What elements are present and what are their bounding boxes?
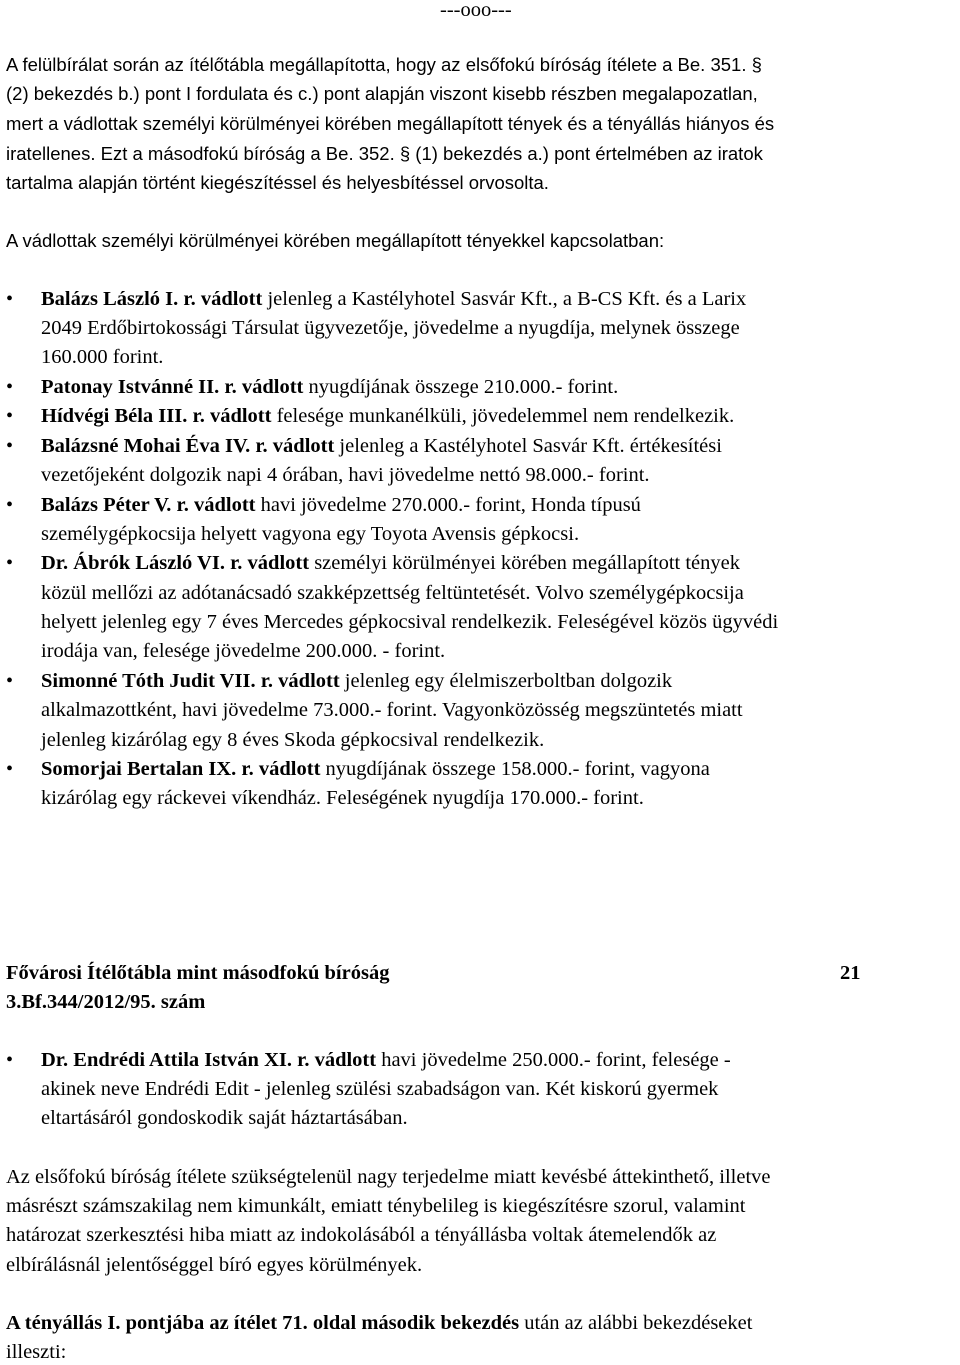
defendant-entry — [41, 492, 641, 518]
defendant-line: irodája van, felesége jövedelme 200.000. - forint. — [41, 640, 446, 662]
separator: ---ooo--- — [440, 0, 512, 21]
final-line: illeszti: — [6, 1341, 67, 1363]
defendant-text: jelenleg a Kastélyhotel Sasvár Kft., a B-CS Kft. és a Larix — [262, 288, 747, 310]
defendant-line: helyett jelenleg egy 7 éves Mercedes gépkocsival rendelkezik. Feleségével közös ügyvédi — [41, 611, 779, 633]
defendant-name: Dr. Endrédi Attila István XI. r. vádlott — [41, 1049, 377, 1071]
paragraph-line: másrészt számszakilag nem kimunkált, emiatt ténybelileg is kiegészítésre szorul, valamint — [6, 1195, 746, 1217]
defendant-text: jelenleg egy élelmiszerboltban dolgozik — [339, 670, 673, 692]
defendant-entry — [41, 433, 722, 459]
bullet: • — [6, 552, 14, 574]
case-number: 3.Bf.344/2012/95. szám — [6, 991, 206, 1013]
paragraph-line: elbírálásnál jelentőséggel bíró egyes körülmények. — [6, 1254, 423, 1276]
bullet: • — [6, 1049, 14, 1071]
defendant-line: akinek neve Endrédi Edit - jelenleg szülési szabadságon van. Két kiskorú gyermek — [41, 1078, 719, 1100]
defendant-line: közül mellőzi az adótanácsadó szakképzettség feltüntetését. Volvo személygépkocsija — [41, 582, 744, 604]
paragraph-line: határozat szerkesztési hiba miatt az indokolásából a tényállásba voltak átemelendők az — [6, 1224, 717, 1246]
bullet: • — [6, 758, 14, 780]
bullet: • — [6, 435, 14, 457]
defendant-name: Dr. Ábrók László VI. r. vádlott — [41, 552, 310, 574]
intro-line: A felülbírálat során az ítélőtábla megállapította, hogy az elsőfokú bíróság ítélete a Be. 351. § — [6, 54, 762, 75]
defendant-entry — [41, 286, 746, 312]
bullet: • — [6, 405, 14, 427]
defendant-text: havi jövedelme 250.000.- forint, felesége - — [376, 1049, 731, 1071]
defendant-entry — [41, 1047, 731, 1073]
final-rest: után az alábbi bekezdéseket — [519, 1312, 753, 1334]
intro-line: (2) bekezdés b.) pont I fordulata és c.) pont alapján viszont kisebb részben megalapozatlan, — [6, 83, 758, 104]
defendant-text: felesége munkanélküli, jövedelemmel nem rendelkezik. — [271, 405, 735, 427]
facts-heading: A vádlottak személyi körülményei körében megállapított tényekkel kapcsolatban: — [6, 230, 665, 251]
defendant-name: Simonné Tóth Judit VII. r. vádlott — [41, 670, 340, 692]
defendant-line: vezetőjeként dolgozik napi 4 órában, havi jövedelme nettó 98.000.- forint. — [41, 464, 650, 486]
defendant-name: Patonay Istvánné II. r. vádlott — [41, 376, 304, 398]
court-name: Fővárosi Ítélőtábla mint másodfokú bíróság — [6, 962, 390, 984]
defendant-line: 160.000 forint. — [41, 346, 164, 368]
defendant-line: 2049 Erdőbirtokossági Társulat ügyvezetője, jövedelme a nyugdíja, melynek összege — [41, 317, 740, 339]
defendant-entry — [41, 756, 710, 782]
defendant-entry — [41, 668, 672, 694]
bullet: • — [6, 494, 14, 516]
defendant-line: alkalmazottként, havi jövedelme 73.000.- forint. Vagyonközösség megszüntetés miatt — [41, 699, 743, 721]
final-bold: A tényállás I. pontjába az ítélet 71. oldal második bekezdés — [6, 1312, 520, 1334]
defendant-text: személyi körülményei körében megállapított tények — [309, 552, 740, 574]
defendant-line: kizárólag egy ráckevei víkendház. Feleségének nyugdíja 170.000.- forint. — [41, 787, 644, 809]
defendant-name: Hídvégi Béla III. r. vádlott — [41, 405, 272, 427]
intro-line: tartalma alapján történt kiegészítéssel és helyesbítéssel orvosolta. — [6, 172, 549, 193]
final-paragraph — [6, 1310, 752, 1336]
defendant-name: Balázs László I. r. vádlott — [41, 288, 263, 310]
defendant-name: Balázs Péter V. r. vádlott — [41, 494, 256, 516]
page-number: 21 — [840, 962, 861, 984]
defendant-text: nyugdíjának összege 158.000.- forint, vagyona — [320, 758, 710, 780]
defendant-entry — [41, 550, 740, 576]
defendant-text: havi jövedelme 270.000.- forint, Honda típusú — [255, 494, 641, 516]
intro-line: iratellenes. Ezt a másodfokú bíróság a Be. 352. § (1) bekezdés a.) pont értelmében az iratok — [6, 143, 763, 164]
defendant-line: személygépkocsija helyett vagyona egy Toyota Avensis gépkocsi. — [41, 523, 580, 545]
bullet: • — [6, 376, 14, 398]
defendant-name: Somorjai Bertalan IX. r. vádlott — [41, 758, 321, 780]
defendant-name: Balázsné Mohai Éva IV. r. vádlott — [41, 435, 335, 457]
defendant-text: nyugdíjának összege 210.000.- forint. — [303, 376, 619, 398]
intro-line: mert a vádlottak személyi körülményei körében megállapított tények és a tényállás hiányos és — [6, 113, 775, 134]
bullet: • — [6, 670, 14, 692]
defendant-entry — [41, 403, 734, 429]
bullet: • — [6, 288, 14, 310]
defendant-line: eltartásáról gondoskodik saját háztartásában. — [41, 1107, 408, 1129]
defendant-line: jelenleg kizárólag egy 8 éves Skoda gépkocsival rendelkezik. — [41, 729, 545, 751]
paragraph-line: Az elsőfokú bíróság ítélete szükségtelenül nagy terjedelme miatt kevésbé áttekinthető, illetve — [6, 1166, 771, 1188]
defendant-entry — [41, 374, 618, 400]
defendant-text: jelenleg a Kastélyhotel Sasvár Kft. értékesítési — [334, 435, 722, 457]
